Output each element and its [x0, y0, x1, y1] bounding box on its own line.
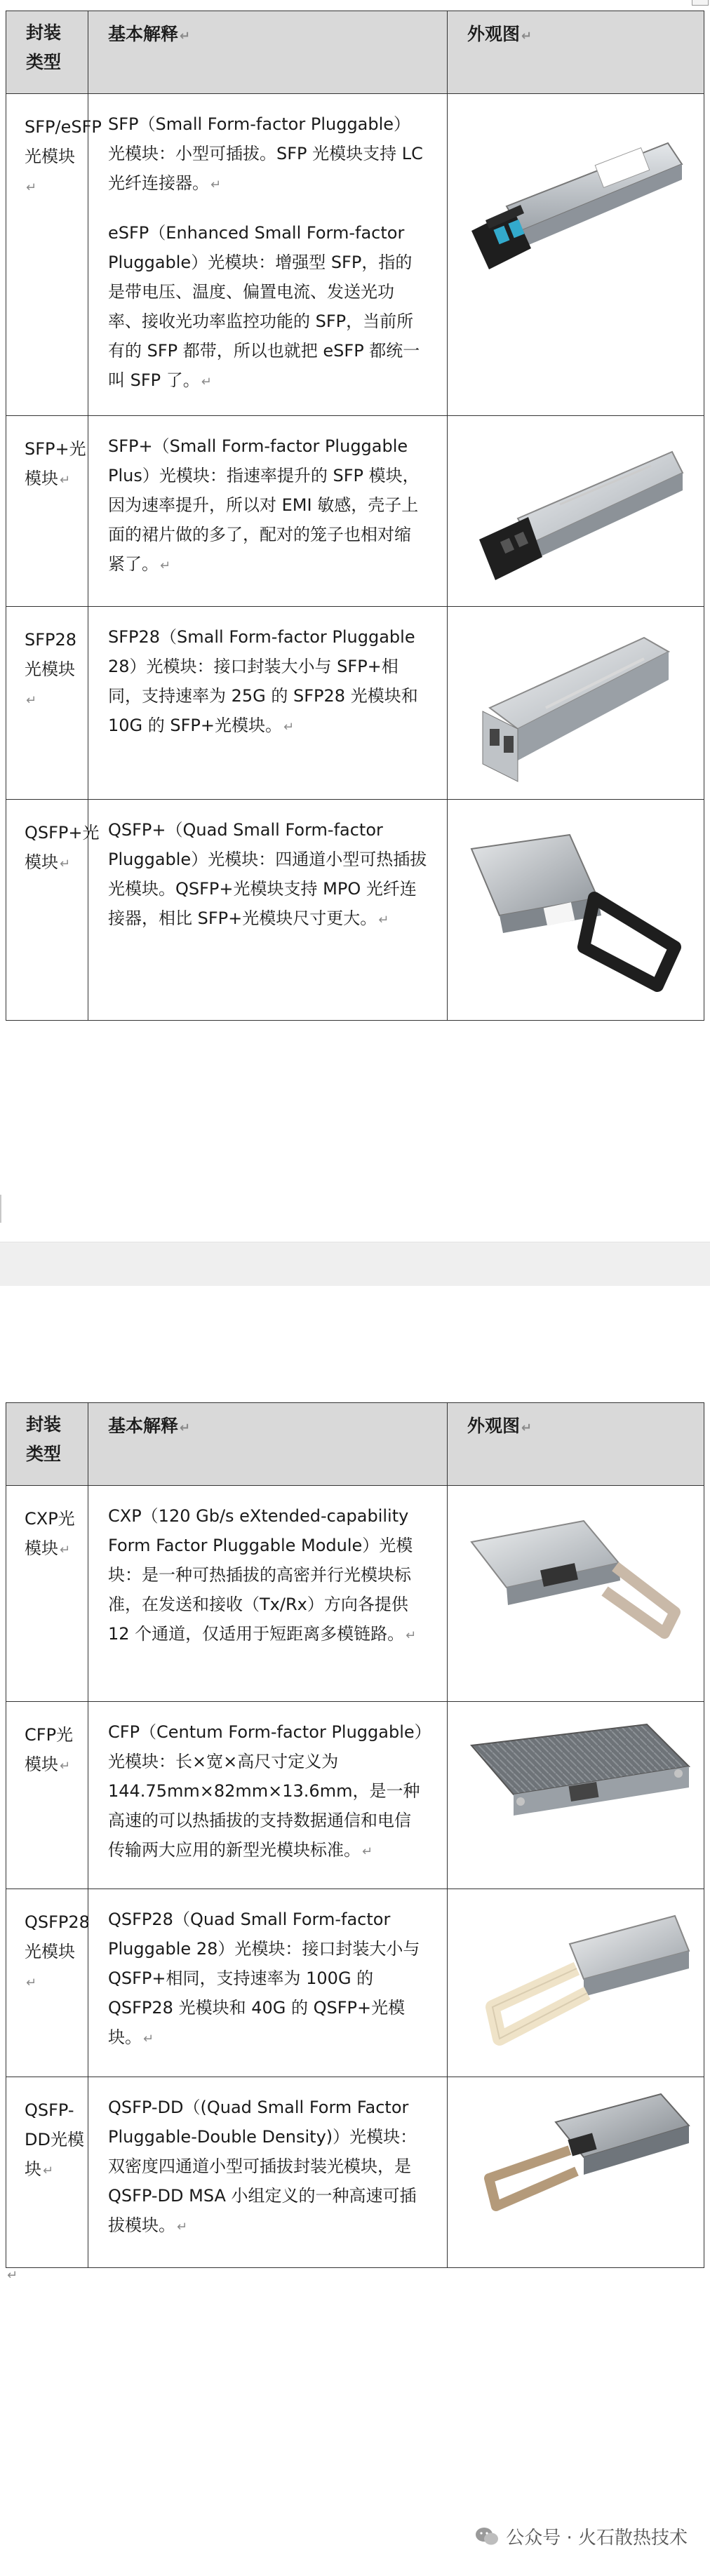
table-header-row — [6, 1403, 704, 1486]
qsfp-plus-module-image — [464, 821, 689, 1003]
module-type-cell: QSFP+光模块 ↵ — [6, 800, 88, 1021]
module-image-cell — [448, 607, 704, 800]
module-image-cell — [448, 416, 704, 607]
module-type-cell: SFP+光模块 ↵ — [6, 416, 88, 607]
module-image-cell — [448, 2077, 704, 2268]
table-row — [6, 800, 704, 1021]
table-header-row — [6, 11, 704, 94]
sfp-module-image — [464, 115, 689, 283]
module-description-cell: SFP（Small Form-factor Pluggable）光模块：小型可插拔。SFP 光模块支持 LC 光纤连接器。 ↵ eSFP（Enhanced Small Form-factor Pluggable）光模块：增强型 SFP，指的是带电压、温度、偏置电流、发送光功率、接收光功率监控功能的 SFP，当前所有的 SFP 都带，所以也就把 eSFP 都统一叫 SFP 了。 ↵ — [88, 94, 448, 416]
document-page-1 — [0, 0, 710, 1242]
qsfp28-module-image — [464, 1902, 696, 2063]
module-image-cell — [448, 1702, 704, 1889]
table-row — [6, 416, 704, 607]
table-row — [6, 1486, 704, 1702]
page-gap — [0, 1242, 710, 1287]
watermark-text: 公众号 · 火石散热技术 — [506, 2528, 688, 2549]
module-type-cell: CXP光模块 ↵ — [6, 1486, 88, 1702]
module-type-cell: QSFP28光模块↵ — [6, 1889, 88, 2077]
module-type-cell: SFP28光模块↵ — [6, 607, 88, 800]
cxp-module-image — [464, 1507, 689, 1654]
table-row — [6, 1889, 704, 2077]
header-description: 基本解释 ↵ — [88, 1403, 448, 1486]
header-type: 封装类型 — [6, 1403, 88, 1486]
module-description-cell: SFP+（Small Form-factor Pluggable Plus）光模块：指速率提升的 SFP 模块，因为速率提升，所以对 EMI 敏感，壳子上面的裙片做的多了，配对的笼子也相对缩紧了。 ↵ — [88, 416, 448, 607]
table-row — [6, 94, 704, 416]
header-image: 外观图 ↵ — [448, 11, 704, 94]
page-margin-mark — [0, 1195, 6, 1223]
module-image-cell — [448, 94, 704, 416]
qsfp-dd-module-image — [464, 2087, 696, 2248]
module-image-cell — [448, 1486, 704, 1702]
page-corner-marker — [692, 0, 709, 6]
module-image-cell — [448, 800, 704, 1021]
module-description-cell: QSFP+（Quad Small Form-factor Pluggable）光模块：四通道小型可热插拔光模块。QSFP+光模块支持 MPO 光纤连接器，相比 SFP+光模块尺寸更大。 ↵ — [88, 800, 448, 1021]
module-description-cell: QSFP28（Quad Small Form-factor Pluggable 28）光模块：接口封装大小与 QSFP+相同，支持速率为 100G 的 QSFP28 光模块和 40G 的 QSFP+光模块。 ↵ — [88, 1889, 448, 2077]
module-type-cell: CFP光模块 ↵ — [6, 1702, 88, 1889]
module-image-cell — [448, 1889, 704, 2077]
module-description-cell: CXP（120 Gb/s eXtended-capability Form Factor Pluggable Module）光模块：是一种可热插拔的高密并行光模块标准，在发送和接收（Tx/Rx）方向各提供 12 个通道，仅适用于短距离多模链路。 ↵ — [88, 1486, 448, 1702]
paragraph-mark: ↵ — [7, 2268, 18, 2283]
header-description: 基本解释 ↵ — [88, 11, 448, 94]
wechat-icon — [475, 2526, 499, 2547]
module-type-cell: SFP/eSFP光模块↵ — [6, 94, 88, 416]
module-description-cell: QSFP-DD（(Quad Small Form Factor Pluggable-Double Density)）光模块：双密度四通道小型可插拔封装光模块，是 QSFP-DD MSA 小组定义的一种高速可插拔模块。 ↵ — [88, 2077, 448, 2268]
table-row — [6, 2077, 704, 2268]
table-row — [6, 607, 704, 800]
sfp28-module-image — [469, 624, 679, 789]
module-description-cell: CFP（Centum Form-factor Pluggable）光模块：长×宽×高尺寸定义为 144.75mm×82mm×13.6mm，是一种高速的可以热插拔的支持数据通信和电信传输两大应用的新型光模块标准。 ↵ — [88, 1702, 448, 1889]
module-table-1 — [6, 11, 704, 1021]
table-row — [6, 1702, 704, 1889]
document-page-2 — [0, 1286, 710, 2576]
header-type: 封装类型 — [6, 11, 88, 94]
cfp-module-image — [464, 1717, 696, 1858]
module-table-2 — [6, 1402, 704, 2268]
watermark — [475, 2523, 688, 2549]
module-description-cell: SFP28（Small Form-factor Pluggable 28）光模块：接口封装大小与 SFP+相同，支持速率为 25G 的 SFP28 光模块和 10G 的 SFP+光模块。 ↵ — [88, 607, 448, 800]
module-type-cell: QSFP-DD光模块 ↵ — [6, 2077, 88, 2268]
sfp-plus-module-image — [469, 434, 693, 589]
header-image: 外观图 ↵ — [448, 1403, 704, 1486]
